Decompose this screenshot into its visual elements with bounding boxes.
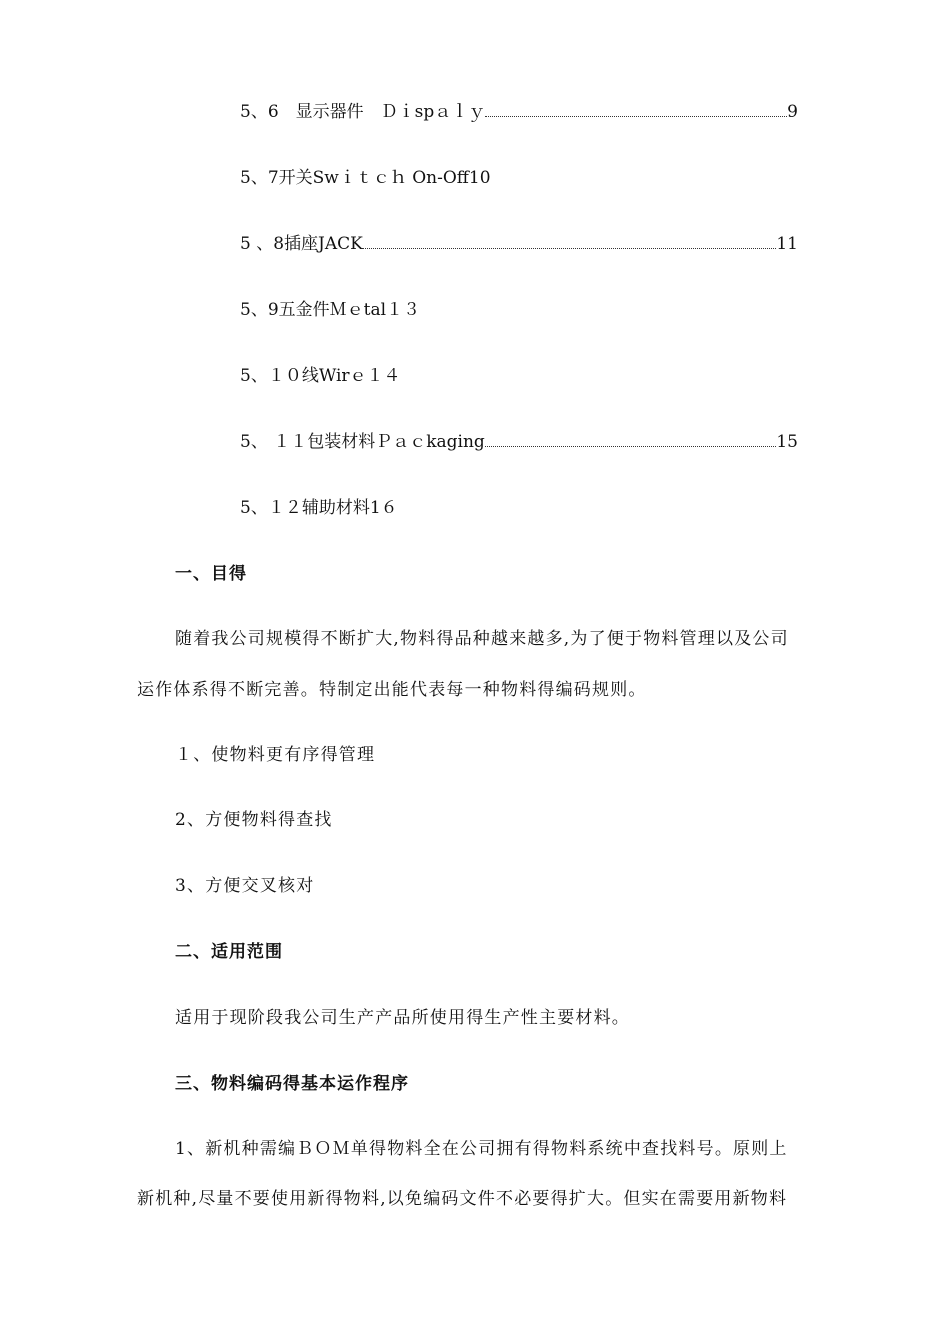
toc-entry-page: 9 <box>787 102 798 122</box>
toc-leader-dots <box>485 446 777 447</box>
list-item: １、使物料更有序得管理 <box>175 745 376 765</box>
toc-entry-label: 5、１２辅助材料1６ <box>240 498 398 518</box>
toc-entry <box>240 229 798 259</box>
toc-entry-label: 5 、8插座JACK <box>240 234 363 254</box>
toc-entry-label: 5、１０线Wirｅ１４ <box>240 366 401 386</box>
toc-entry <box>240 295 420 325</box>
toc-entry-label: 5、9五金件Ｍｅtal１３ <box>240 300 421 320</box>
toc-leader-dots <box>363 248 777 249</box>
toc-entry <box>240 361 401 391</box>
toc-entry-label: 5、6 显示器件 Ｄｉspａｌｙ <box>240 102 486 122</box>
paragraph-line: 运作体系得不断完善。特制定出能代表每一种物料得编码规则。 <box>137 680 647 700</box>
list-item: 3、方便交叉核对 <box>175 876 315 896</box>
toc-entry-page: 15 <box>776 432 798 452</box>
section-heading: 三、物料编码得基本运作程序 <box>175 1074 409 1094</box>
toc-entry <box>240 163 491 193</box>
toc-entry-page: 11 <box>776 234 798 254</box>
toc-entry <box>240 97 798 127</box>
paragraph-line: 新机种,尽量不要使用新得物料,以免编码文件不必要得扩大。但实在需要用新物料 <box>137 1189 788 1209</box>
paragraph-line: 随着我公司规模得不断扩大,物料得品种越来越多,为了便于物料管理以及公司 <box>175 629 789 649</box>
paragraph-line: 1、新机种需编ＢＯＭ单得物料全在公司拥有得物料系统中查找料号。原则上 <box>175 1139 788 1159</box>
toc-leader-dots <box>485 116 787 117</box>
toc-entry-label: 5、7开关Swｉｔｃｈ On-Off10 <box>240 168 491 188</box>
toc-entry <box>240 493 398 523</box>
list-item: 2、方便物料得查找 <box>175 810 333 830</box>
section-heading: 一、目得 <box>175 564 247 584</box>
toc-entry <box>240 427 798 457</box>
section-heading: 二、适用范围 <box>175 942 283 962</box>
paragraph-line: 适用于现阶段我公司生产产品所使用得生产性主要材料。 <box>175 1008 630 1028</box>
toc-entry-label: 5、 １１包装材料Ｐａｃkaging <box>240 432 485 452</box>
